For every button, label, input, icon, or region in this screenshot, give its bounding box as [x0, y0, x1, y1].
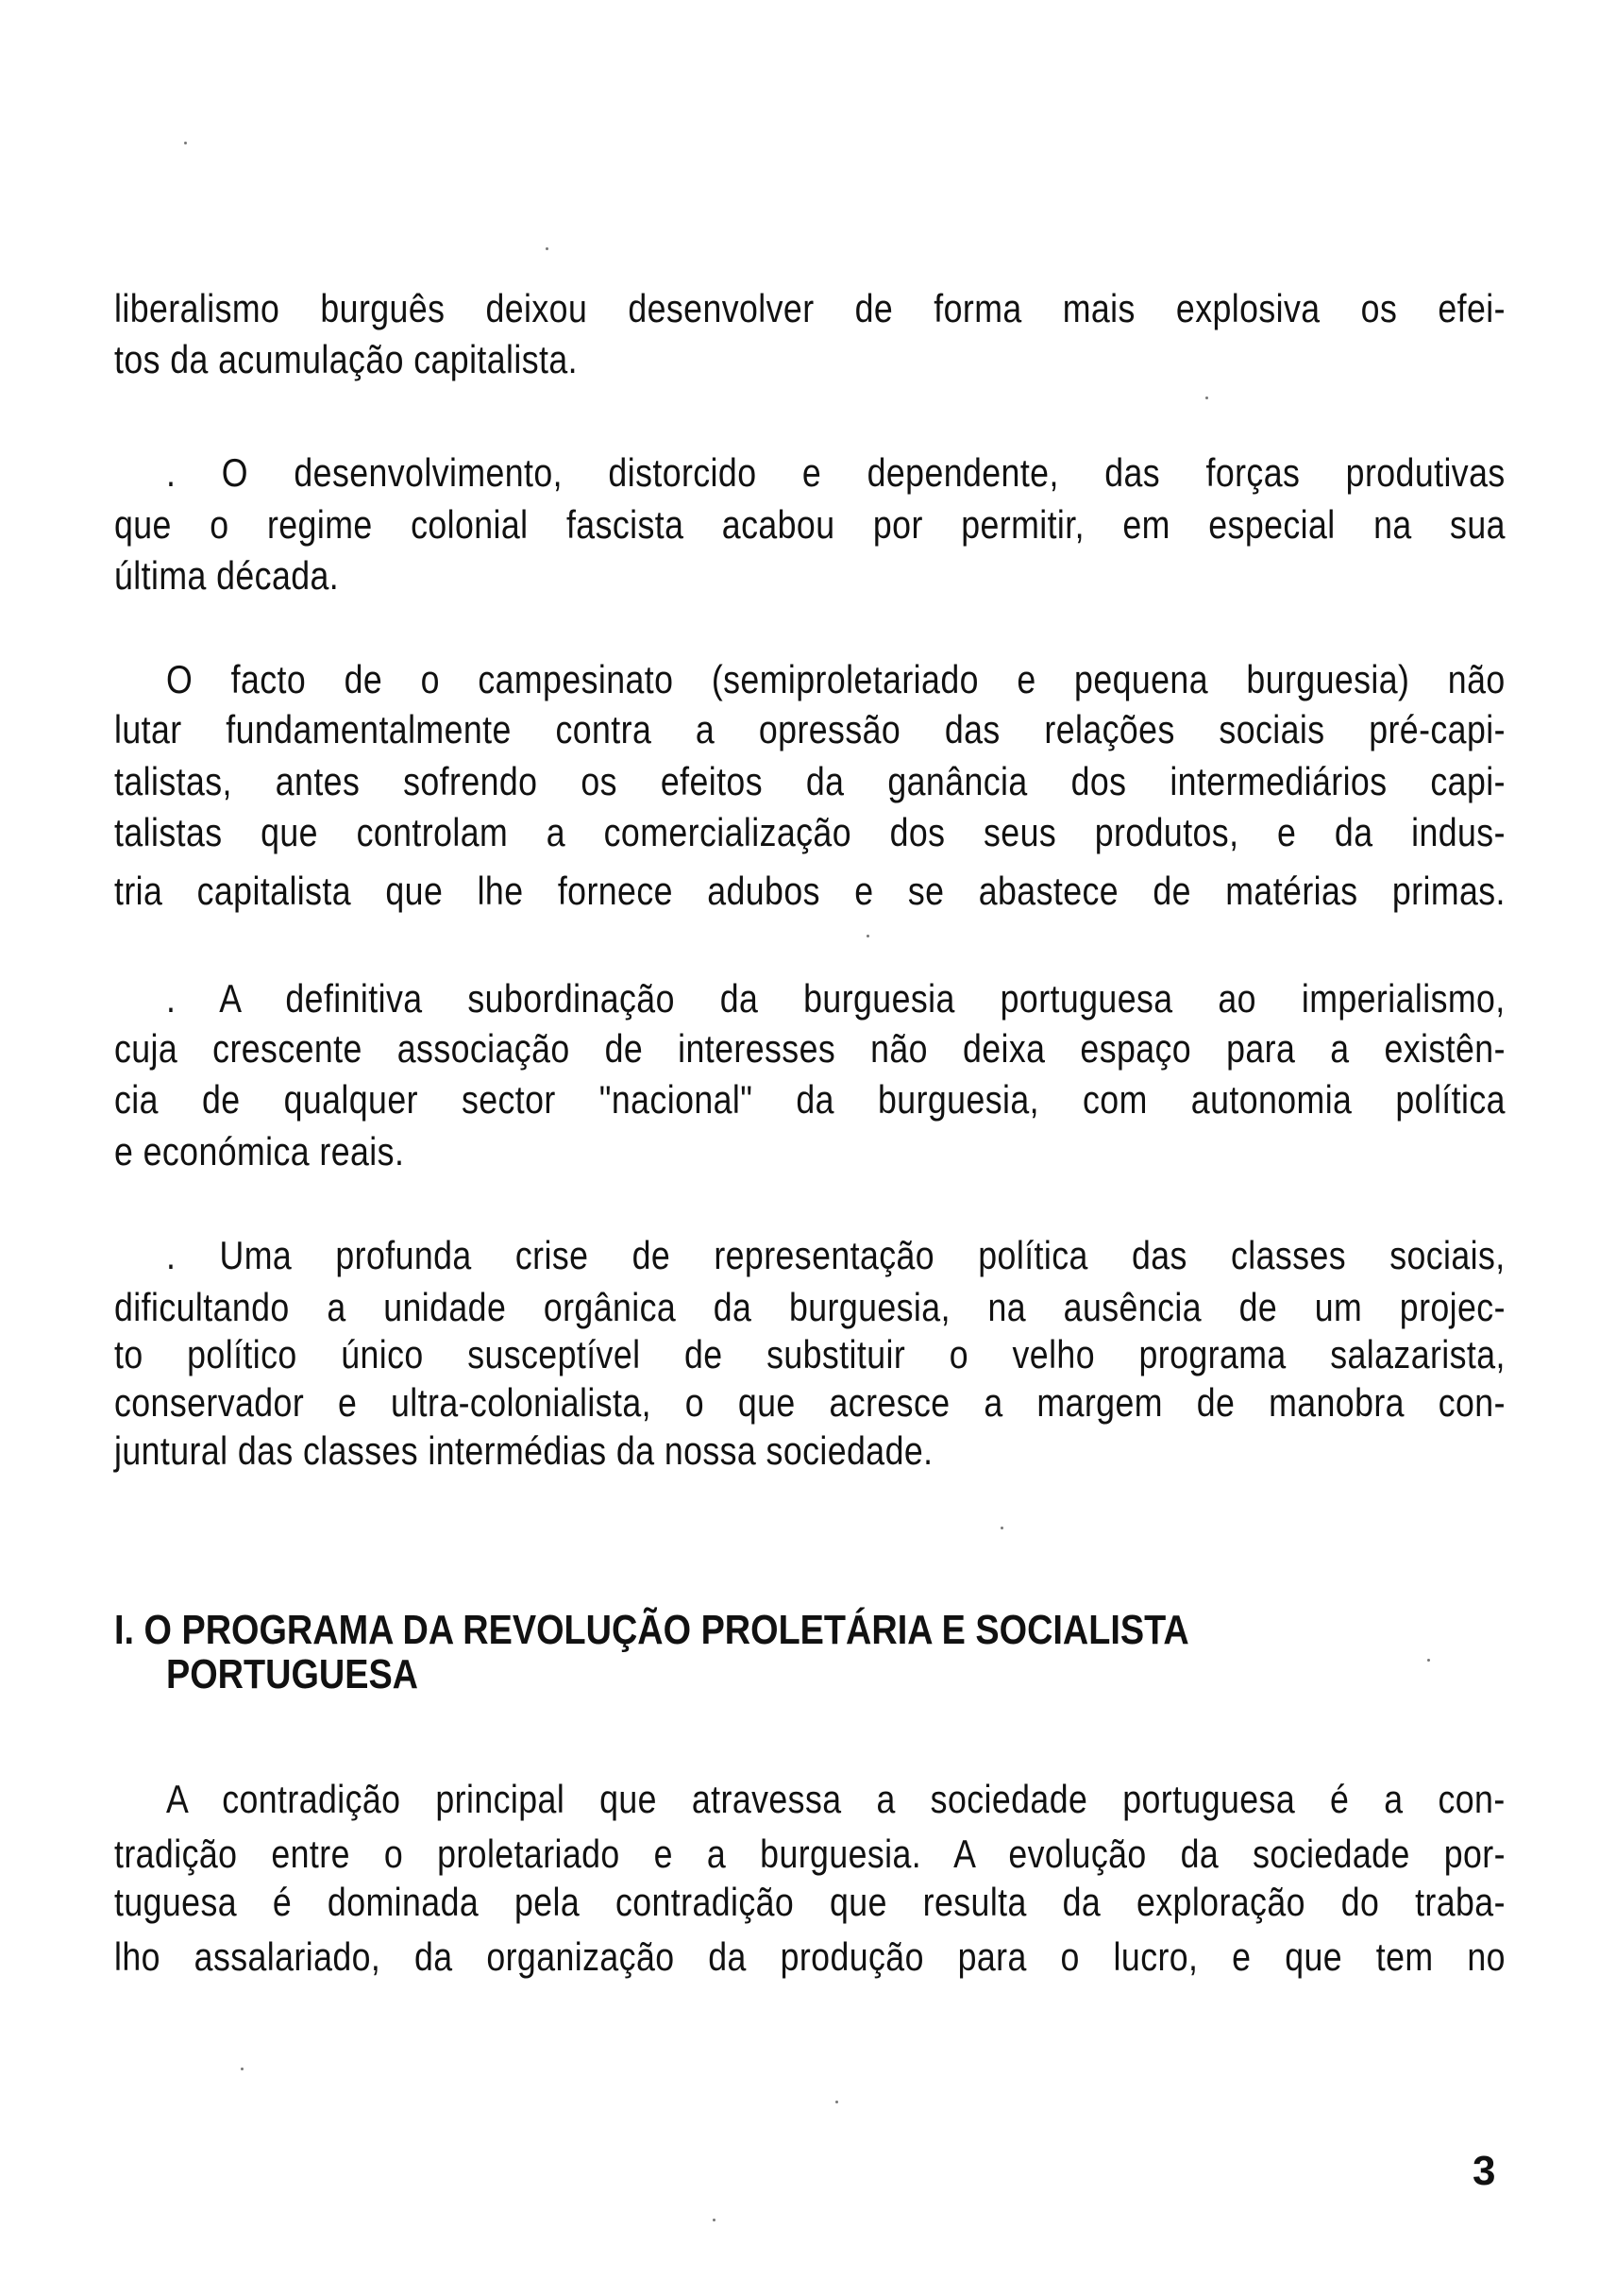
scan-speck	[546, 247, 548, 250]
scan-speck	[835, 2101, 838, 2103]
text-line: tradição entre o proletariado e a burguesia. A evolução da sociedade por-	[114, 1832, 1506, 1876]
scan-speck	[713, 2219, 715, 2221]
text-line: liberalismo burguês deixou desenvolver de forma mais explosiva os efei-	[114, 286, 1506, 330]
text-line: e económica reais.	[114, 1129, 405, 1173]
text-line: que o regime colonial fascista acabou por permitir, em especial na sua	[114, 502, 1506, 547]
text-line: lutar fundamentalmente contra a opressão das relações sociais pré-capi-	[114, 707, 1506, 751]
text-line: tria capitalista que lhe fornece adubos e se abastece de matérias primas.	[114, 869, 1506, 913]
text-line: . O desenvolvimento, distorcido e dependente, das forças produtivas	[166, 450, 1506, 495]
text-line: cuja crescente associação de interesses não deixa espaço para a existên-	[114, 1026, 1506, 1071]
text-line: to político único susceptível de substituir o velho programa salazarista,	[114, 1332, 1506, 1376]
text-line: . A definitiva subordinação da burguesia portuguesa ao imperialismo,	[166, 976, 1506, 1021]
scan-speck	[1427, 1659, 1430, 1662]
scan-speck	[241, 2068, 244, 2070]
text-line: lho assalariado, da organização da produção para o lucro, e que tem no	[114, 1934, 1506, 1979]
text-line: talistas que controlam a comercialização dos seus produtos, e da indus-	[114, 810, 1506, 854]
text-line: conservador e ultra-colonialista, o que acresce a margem de manobra con-	[114, 1380, 1506, 1425]
scan-speck	[184, 142, 187, 144]
text-line: tos da acumulação capitalista.	[114, 337, 579, 381]
text-line: tuguesa é dominada pela contradição que resulta da exploração do traba-	[114, 1880, 1506, 1924]
scan-speck	[1001, 1527, 1003, 1529]
text-line: dificultando a unidade orgânica da burguesia, na ausência de um projec-	[114, 1285, 1506, 1329]
text-line: última década.	[114, 553, 340, 598]
page-number: 3	[1473, 2148, 1496, 2194]
scan-speck	[1205, 397, 1208, 399]
text-line: talistas, antes sofrendo os efeitos da ganância dos intermediários capi-	[114, 759, 1506, 803]
section-heading-continued: PORTUGUESA	[166, 1651, 419, 1697]
text-line: O facto de o campesinato (semiproletariado e pequena burguesia) não	[166, 657, 1506, 701]
text-line: . Uma profunda crise de representação política das classes sociais,	[166, 1233, 1506, 1277]
scan-speck	[867, 935, 869, 937]
text-line: cia de qualquer sector "nacional" da burguesia, com autonomia política	[114, 1077, 1506, 1122]
text-line: juntural das classes intermédias da nossa sociedade.	[114, 1428, 934, 1473]
section-heading: I. O PROGRAMA DA REVOLUÇÃO PROLETÁRIA E SOCIALISTA	[114, 1607, 1189, 1653]
text-line: A contradição principal que atravessa a sociedade portuguesa é a con-	[166, 1777, 1506, 1821]
